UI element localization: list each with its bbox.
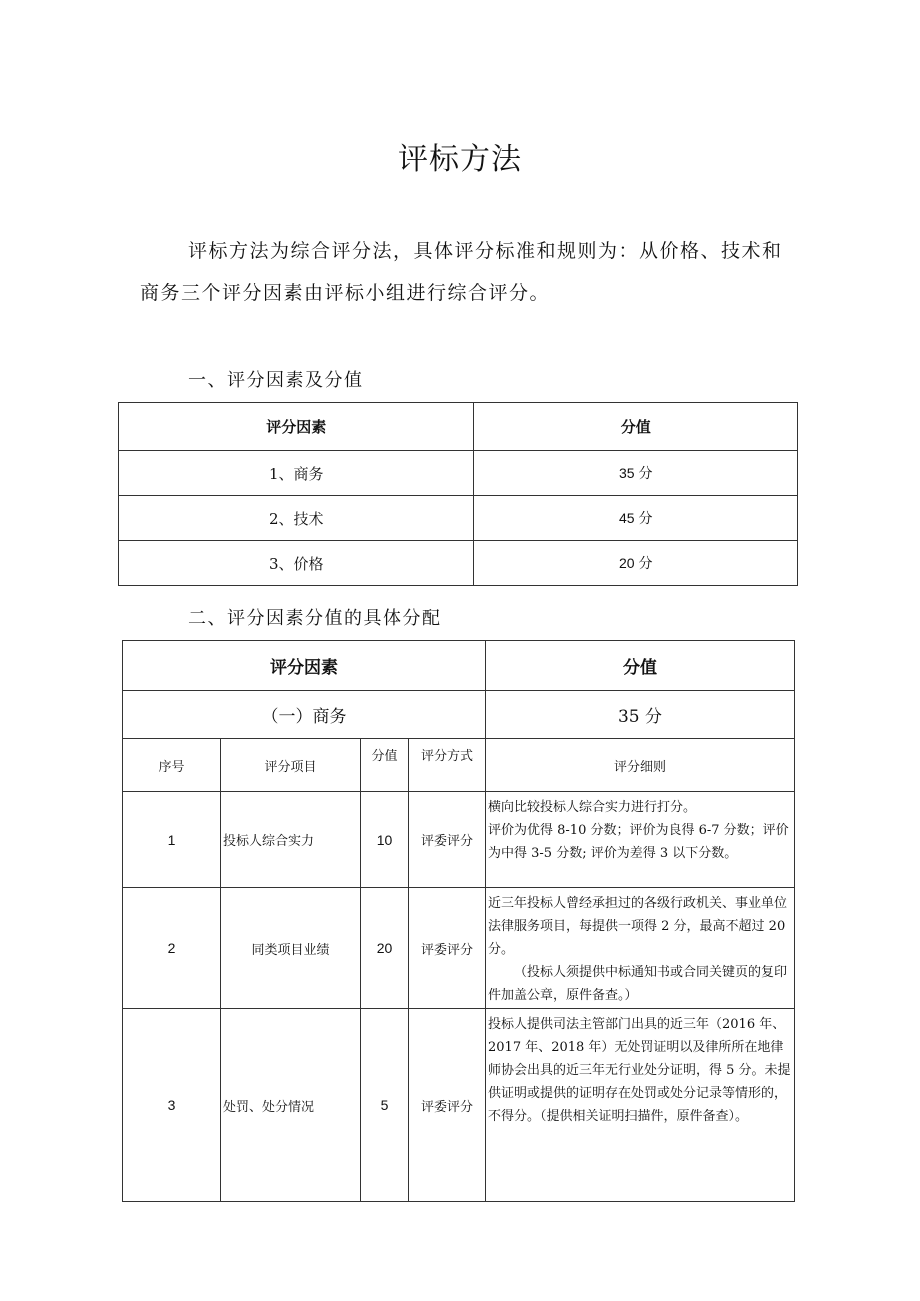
row-no: 2: [123, 888, 221, 1009]
row-details: [486, 1009, 795, 1202]
detail-line: 投标人提供司法主管部门出具的近三年（2016 年、2017 年、2018 年）无处罚证明以及律所所在地律师协会出具的近三年无行业处分证明，得 5 分。未提供证明或提供的证明存在处罚或处分记录等情形的，不得分。（提供相关证明扫描件，原件备查）。: [488, 1017, 791, 1124]
row-method: 评委评分: [409, 1009, 486, 1202]
factor-cell: 1、商务: [119, 451, 474, 496]
row-no: 3: [123, 1009, 221, 1202]
row-score: 20: [361, 888, 409, 1009]
score-cell: 45 分: [474, 496, 798, 541]
detail-line: （投标人须提供中标通知书或合同关键页的复印件加盖公章，原件备查。）: [488, 965, 788, 1003]
col-header-score: 分值: [361, 739, 409, 792]
row-method: 评委评分: [409, 792, 486, 888]
section-heading-1: 一、评分因素及分值: [188, 370, 364, 391]
score-detail-table: [122, 640, 795, 1202]
group-score: 35 分: [486, 691, 795, 739]
detail-line: 评价为优得 8-10 分数；评价为良得 6-7 分数；评价为中得 3-5 分数; 评价为差得 3 以下分数。: [488, 823, 789, 861]
row-method: 评委评分: [409, 888, 486, 1009]
row-details: [486, 792, 795, 888]
page-title: 评标方法: [398, 142, 522, 177]
row-details: [486, 888, 795, 1009]
col-header-details: 评分细则: [486, 739, 795, 792]
row-item: 处罚、处分情况: [221, 1009, 361, 1202]
table-row: [119, 496, 798, 541]
factor-cell: 2、技术: [119, 496, 474, 541]
group-row: [123, 691, 795, 739]
section-heading-2: 二、评分因素分值的具体分配: [188, 608, 442, 629]
table-row: [123, 888, 795, 1009]
detail-line: 横向比较投标人综合实力进行打分。: [488, 800, 697, 815]
factor-cell: 3、价格: [119, 541, 474, 586]
col-header-item: 评分项目: [221, 739, 361, 792]
detail-line: 近三年投标人曾经承担过的各级行政机关、事业单位法律服务项目，每提供一项得 2 分，最高不超过 20 分。: [488, 896, 788, 957]
table-row: [123, 1009, 795, 1202]
header-factor: 评分因素: [119, 403, 474, 451]
group-label: （一）商务: [123, 691, 486, 739]
row-item: 投标人综合实力: [221, 792, 361, 888]
table-row: [119, 541, 798, 586]
column-header-row: [123, 739, 795, 792]
col-header-no: 序号: [123, 739, 221, 792]
header-score: 分值: [486, 641, 795, 691]
table-header-row: [119, 403, 798, 451]
header-score: 分值: [474, 403, 798, 451]
row-score: 10: [361, 792, 409, 888]
table-row: [119, 451, 798, 496]
header-factor: 评分因素: [123, 641, 486, 691]
row-no: 1: [123, 792, 221, 888]
detail-header-row: [123, 641, 795, 691]
row-item: 同类项目业绩: [221, 888, 361, 1009]
score-summary-table: [118, 402, 798, 586]
score-cell: 35 分: [474, 451, 798, 496]
row-score: 5: [361, 1009, 409, 1202]
table-row: [123, 792, 795, 888]
intro-paragraph: 评标方法为综合评分法，具体评分标准和规则为：从价格、技术和商务三个评分因素由评标小组进行综合评分。: [140, 240, 783, 304]
score-cell: 20 分: [474, 541, 798, 586]
col-header-method: 评分方式: [409, 739, 486, 792]
